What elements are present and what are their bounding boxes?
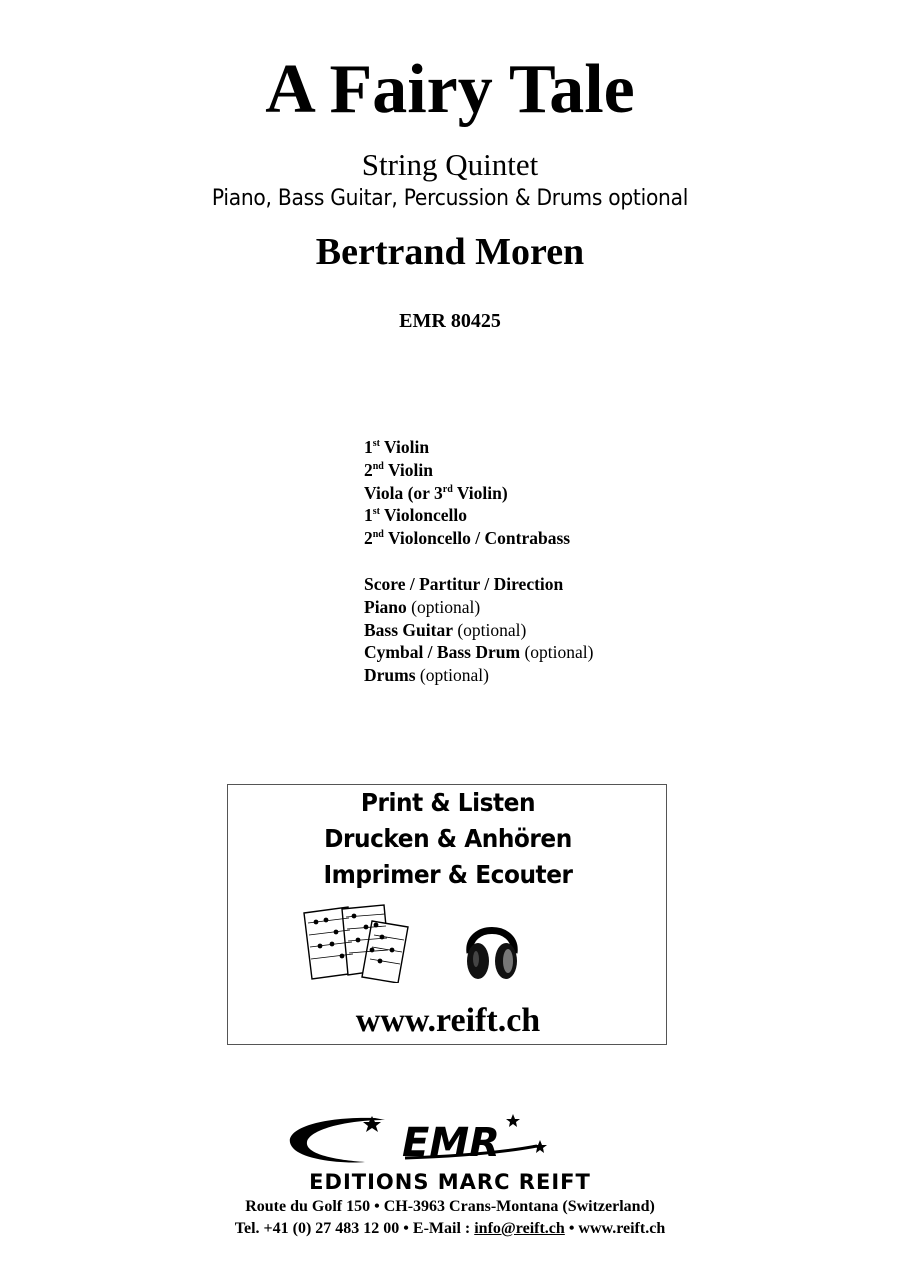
- part-violin-1: 1st Violin: [364, 437, 430, 457]
- part-score: Score / Partitur / Direction: [364, 573, 564, 594]
- logo-letters: EMR: [402, 1120, 500, 1166]
- publisher-contact: [0, 1218, 900, 1239]
- part-cello-2: 2nd Violoncello / Contrabass: [364, 528, 571, 549]
- headphones-icon: [464, 909, 520, 981]
- parts-list: [364, 436, 593, 687]
- promo-line-german: Drucken & Anhören: [324, 824, 572, 853]
- publisher-address: Route du Golf 150 • CH-3963 Crans-Montana (Switzerland): [245, 1198, 655, 1215]
- email-link[interactable]: info@reift.ch: [474, 1220, 565, 1237]
- sheet-music-icon: [302, 903, 414, 983]
- promo-line-english: Print & Listen: [360, 788, 536, 817]
- part-cymbal: Cymbal / Bass Drum (optional): [364, 642, 594, 663]
- instrumentation: Piano, Bass Guitar, Percussion & Drums optional: [211, 186, 689, 211]
- part-violin-2: 2nd Violin: [364, 459, 433, 480]
- composer-name: Bertrand Moren: [315, 231, 585, 273]
- contact-web[interactable]: • www.reift.ch: [568, 1220, 666, 1237]
- print-listen-box: [227, 784, 667, 1045]
- contact-tel: Tel. +41 (0) 27 483 12 00 • E-Mail :: [234, 1220, 471, 1237]
- part-bass-guitar: Bass Guitar (optional): [364, 619, 527, 640]
- score-title: A Fairy Tale: [265, 51, 635, 128]
- emr-logo: [255, 1112, 555, 1168]
- part-piano: Piano (optional): [364, 596, 481, 617]
- part-viola: Viola (or 3rd Violin): [364, 482, 508, 503]
- subtitle: String Quintet: [361, 147, 539, 182]
- part-drums: Drums (optional): [364, 665, 489, 686]
- publisher-name: EDITIONS MARC REIFT: [309, 1170, 591, 1194]
- catalog-number: EMR 80425: [399, 310, 501, 332]
- part-cello-1: 1st Violoncello: [364, 505, 468, 526]
- promo-line-french: Imprimer & Ecouter: [323, 860, 573, 889]
- website-link[interactable]: www.reift.ch: [355, 1002, 541, 1039]
